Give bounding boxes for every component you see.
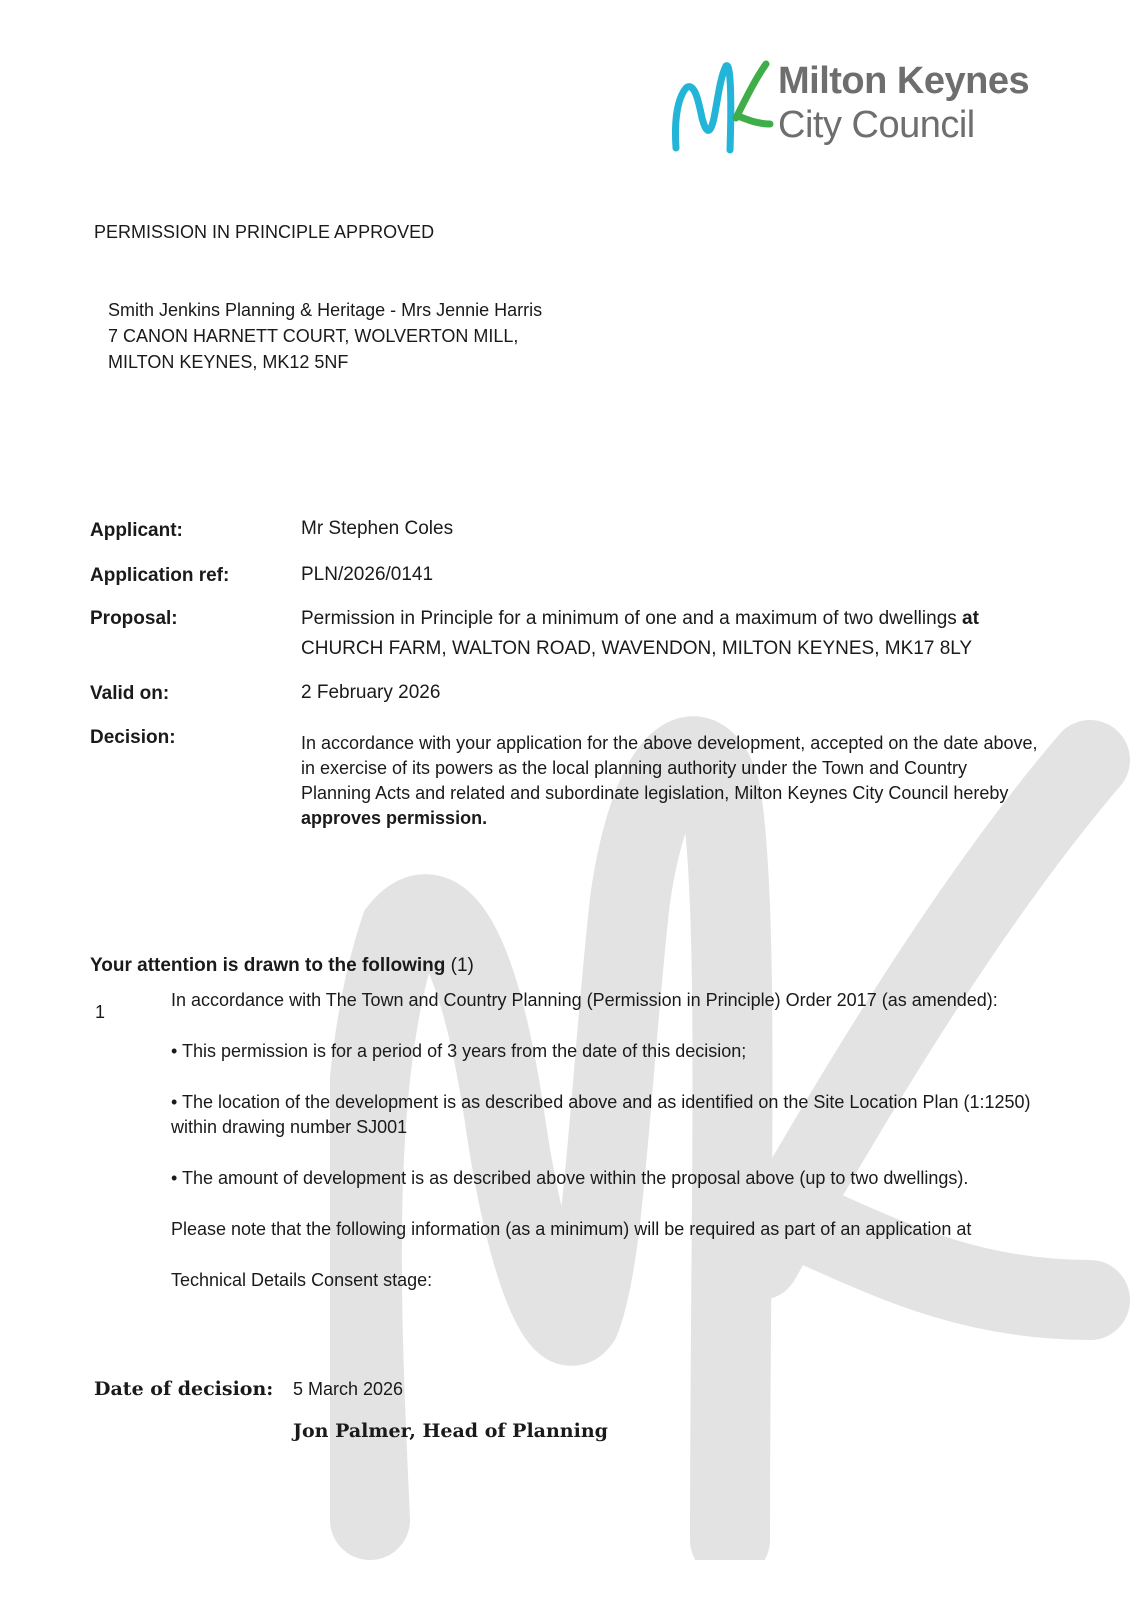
ref-label: Application ref: (90, 565, 230, 586)
proposal-label: Proposal: (90, 608, 178, 629)
valid-value: 2 February 2026 (301, 682, 441, 703)
decision-text (301, 731, 1041, 831)
address-line-1: Smith Jenkins Planning & Heritage - Mrs Jennie Harris (108, 300, 543, 320)
attention-heading-text: Your attention is drawn to the following (90, 955, 446, 976)
proposal-value (301, 604, 1061, 664)
condition-bullet-2: • The location of the development is as described above and as identified on the Site Location Plan (1:1250) within drawing number SJ001 (171, 1092, 1031, 1137)
condition-bullet-3: • The amount of development is as described above within the proposal above (up to two dwellings). (171, 1168, 969, 1188)
document-title: PERMISSION IN PRINCIPLE APPROVED (94, 222, 435, 242)
address-line-3: MILTON KEYNES, MK12 5NF (108, 352, 349, 372)
decision-body: In accordance with your application for the above development, accepted on the date above, in exercise of its powers as the local planning authority under the Town and Country Planning Acts and related and subordinate legislation, Milton Keynes City Council hereby (301, 733, 1038, 803)
attention-count: (1) (450, 955, 474, 976)
applicant-value: Mr Stephen Coles (301, 518, 454, 539)
decision-date-value: 5 March 2026 (293, 1379, 404, 1399)
ref-value: PLN/2026/0141 (301, 564, 434, 585)
org-name-line2: City Council (778, 104, 975, 146)
attention-heading (90, 955, 474, 977)
address-line-2: 7 CANON HARNETT COURT, WOLVERTON MILL, (108, 326, 519, 346)
condition-note-1: Please note that the following information (as a minimum) will be required as part of an application at (171, 1219, 972, 1239)
decision-outcome: approves permission. (301, 808, 488, 828)
condition-intro: In accordance with The Town and Country Planning (Permission in Principle) Order 2017 (as amended): (171, 990, 998, 1010)
org-name-line1: Milton Keynes (778, 60, 1030, 102)
condition-note-2: Technical Details Consent stage: (171, 1270, 433, 1290)
proposal-text: Permission in Principle for a minimum of one and a maximum of two dwellings (301, 608, 957, 629)
proposal-at: at (962, 608, 979, 629)
condition-bullet-1: • This permission is for a period of 3 years from the date of this decision; (171, 1041, 747, 1061)
applicant-label: Applicant: (90, 520, 183, 541)
condition-number: 1 (95, 1002, 106, 1022)
decision-label: Decision: (90, 727, 176, 748)
mk-logo-icon (668, 58, 778, 158)
proposal-location: CHURCH FARM, WALTON ROAD, WAVENDON, MILTON KEYNES, MK17 8LY (301, 638, 973, 659)
signatory: Jon Palmer, Head of Planning (293, 1420, 608, 1442)
decision-date-label: Date of decision: (94, 1378, 274, 1400)
valid-label: Valid on: (90, 683, 170, 704)
